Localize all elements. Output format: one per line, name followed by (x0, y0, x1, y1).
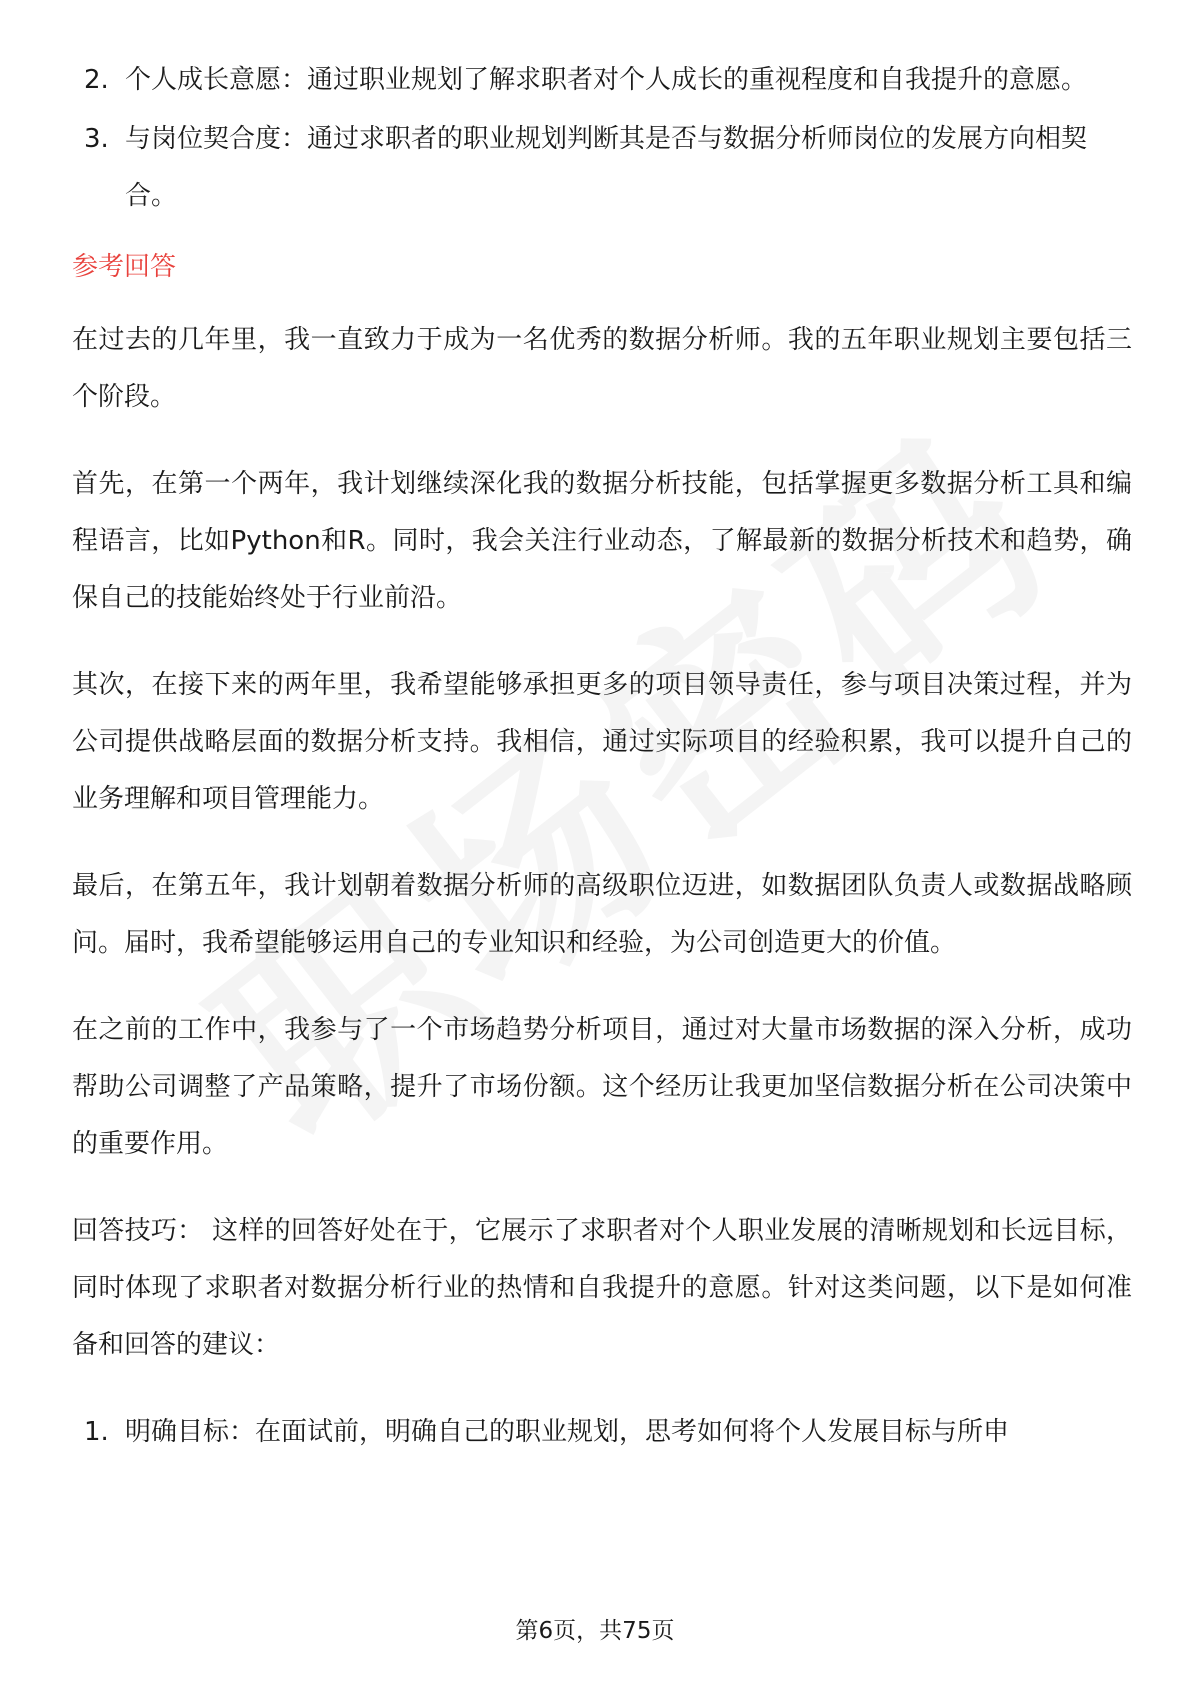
list-text: 明确目标：在面试前，明确自己的职业规划，思考如何将个人发展目标与所申 (125, 1417, 1010, 1447)
page-content (72, 52, 1132, 1463)
list-number: 3. (84, 124, 109, 154)
paragraph: 在之前的工作中，我参与了一个市场趋势分析项目，通过对大量市场数据的深入分析，成功帮助公司调整了产品策略，提升了市场份额。这个经历让我更加坚信数据分析在公司决策中的重要作用。 (72, 1015, 1132, 1159)
list-number: 2. (84, 65, 109, 95)
paragraph: 在过去的几年里，我一直致力于成为一名优秀的数据分析师。我的五年职业规划主要包括三个阶段。 (72, 325, 1132, 412)
list-number: 1. (84, 1417, 109, 1447)
list-text: 个人成长意愿：通过职业规划了解求职者对个人成长的重视程度和自我提升的意愿。 (125, 65, 1088, 95)
list-item (72, 1404, 1132, 1461)
list-item (72, 111, 1132, 225)
paragraph: 其次，在接下来的两年里，我希望能够承担更多的项目领导责任，参与项目决策过程，并为公司提供战略层面的数据分析支持。我相信，通过实际项目的经验积累，我可以提升自己的业务理解和项目管理能力。 (72, 670, 1132, 814)
paragraph: 首先，在第一个两年，我计划继续深化我的数据分析技能，包括掌握更多数据分析工具和编程语言，比如Python和R。同时，我会关注行业动态，了解最新的数据分析技术和趋势，确保自己的技能始终处于行业前沿。 (72, 469, 1132, 613)
section-heading: 参考回答 (72, 252, 177, 282)
list-text: 与岗位契合度：通过求职者的职业规划判断其是否与数据分析师岗位的发展方向相契合。 (125, 124, 1088, 211)
paragraph: 回答技巧： 这样的回答好处在于，它展示了求职者对个人职业发展的清晰规划和长远目标，同时体现了求职者对数据分析行业的热情和自我提升的意愿。针对这类问题，以下是如何准备和回答的建议： (72, 1216, 1132, 1360)
list-item (72, 52, 1132, 109)
paragraph: 最后，在第五年，我计划朝着数据分析师的高级职位迈进，如数据团队负责人或数据战略顾问。届时，我希望能够运用自己的专业知识和经验，为公司创造更大的价值。 (72, 871, 1132, 958)
page-footer: 第6页，共75页 (515, 1618, 675, 1644)
